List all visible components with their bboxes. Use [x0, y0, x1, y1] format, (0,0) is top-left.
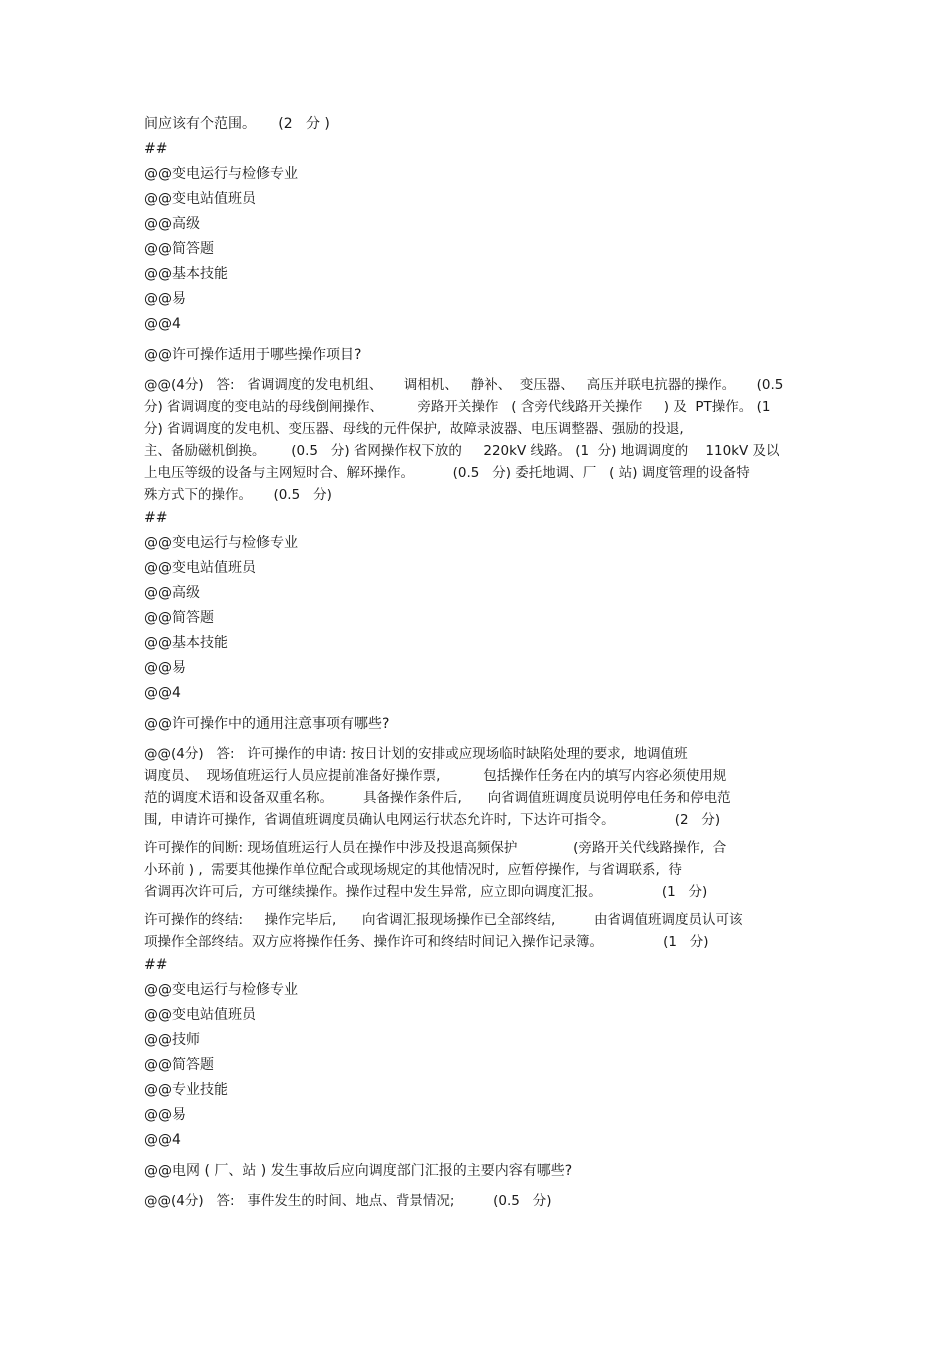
text-line: @@专业技能: [144, 1082, 228, 1098]
paragraph-line: 分) 省调调度的变电站的母线倒闸操作、 旁路开关操作 ( 含旁代线路开关操作 ) 及 PT操作。 (1: [144, 399, 771, 415]
text-line: @@变电站值班员: [144, 560, 256, 576]
paragraph-line: 范的调度术语和设备双重名称。 具备操作条件后, 向省调值班调度员说明停电任务和停电范: [144, 790, 731, 806]
text-line: @@4: [144, 1132, 181, 1148]
text-line: @@变电站值班员: [144, 1007, 256, 1023]
question-3: @@电网 ( 厂、站 ) 发生事故后应向调度部门汇报的主要内容有哪些?: [144, 1163, 573, 1179]
answer-paragraph-3: [144, 837, 810, 903]
text-line: @@技师: [144, 1032, 200, 1048]
text-line: @@简答题: [144, 1057, 214, 1073]
paragraph-line: 项操作全部终结。双方应将操作任务、操作许可和终结时间记入操作记录簿。 (1 分): [144, 934, 709, 950]
answer-paragraph-2: [144, 743, 810, 831]
answer-paragraph-5: [144, 1190, 810, 1212]
text-line: @@简答题: [144, 241, 214, 257]
answer-paragraph-1: [144, 374, 810, 506]
text-line: @@基本技能: [144, 635, 228, 651]
text-line: @@易: [144, 291, 186, 307]
paragraph-line: 省调再次许可后, 方可继续操作。操作过程中发生异常, 应立即向调度汇报。 (1 分): [144, 884, 708, 900]
paragraph-line: 殊方式下的操作。 (0.5 分): [144, 487, 332, 503]
text-line: 间应该有个范围。 (2 分 ): [144, 116, 330, 132]
text-line: @@易: [144, 1107, 186, 1123]
text-line: @@变电运行与检修专业: [144, 166, 298, 182]
paragraph-line: @@(4分) 答: 许可操作的申请: 按日计划的安排或应现场临时缺陷处理的要求, 地调值班: [144, 746, 688, 762]
block-1: [144, 112, 810, 368]
text-line: @@易: [144, 660, 186, 676]
paragraph-line: @@(4分) 答: 省调调度的发电机组、 调相机、 静补、 变压器、 高压并联电抗器的操作。 (0.5: [144, 377, 784, 393]
block-2: [144, 506, 810, 706]
paragraph-line: 分) 省调调度的发电机、变压器、母线的元件保护, 故障录波器、电压调整器、强励的投退,: [144, 421, 684, 437]
document-body: [144, 112, 810, 1212]
paragraph-line: 许可操作的终结: 操作完毕后, 向省调汇报现场操作已全部终结, 由省调值班调度员认可该: [144, 912, 743, 928]
text-line: ##: [144, 141, 168, 157]
paragraph-line: 小环前 ) , 需要其他操作单位配合或现场规定的其他情况时, 应暂停操作, 与省调联系, 待: [144, 862, 682, 878]
text-line: @@许可操作适用于哪些操作项目?: [144, 347, 362, 363]
answer-paragraph-4: [144, 909, 810, 953]
paragraph-line: 许可操作的间断: 现场值班运行人员在操作中涉及投退高频保护 (旁路开关代线路操作, 合: [144, 840, 727, 856]
paragraph-line: @@(4分) 答: 事件发生的时间、地点、背景情况; (0.5 分): [144, 1193, 552, 1209]
text-line: @@4: [144, 685, 181, 701]
text-line: @@高级: [144, 585, 200, 601]
text-line: @@简答题: [144, 610, 214, 626]
block-3: [144, 953, 810, 1153]
text-line: @@高级: [144, 216, 200, 232]
text-line: ##: [144, 510, 168, 526]
text-line: @@变电运行与检修专业: [144, 982, 298, 998]
text-line: @@变电站值班员: [144, 191, 256, 207]
text-line: @@4: [144, 316, 181, 332]
question-2: @@许可操作中的通用注意事项有哪些?: [144, 716, 390, 732]
text-line: @@变电运行与检修专业: [144, 535, 298, 551]
paragraph-line: 主、备励磁机倒换。 (0.5 分) 省网操作权下放的 220kV 线路。 (1 分) 地调调度的 110kV 及以: [144, 443, 780, 459]
paragraph-line: 上电压等级的设备与主网短时合、解环操作。 (0.5 分) 委托地调、厂 ( 站) 调度管理的设备特: [144, 465, 750, 481]
text-line: ##: [144, 957, 168, 973]
paragraph-line: 围, 申请许可操作, 省调值班调度员确认电网运行状态允许时, 下达许可指令。 (2 分): [144, 812, 721, 828]
paragraph-line: 调度员、 现场值班运行人员应提前准备好操作票, 包括操作任务在内的填写内容必须使用规: [144, 768, 727, 784]
text-line: @@基本技能: [144, 266, 228, 282]
